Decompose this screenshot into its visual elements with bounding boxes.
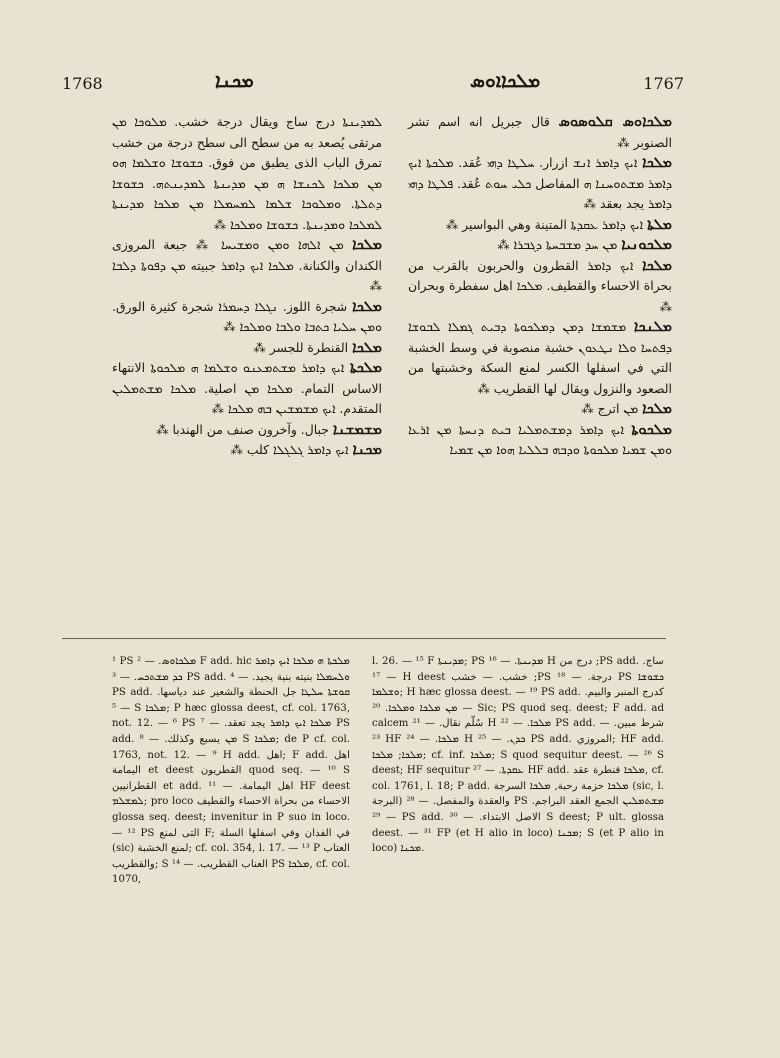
left-text-column <box>112 112 382 461</box>
footnote-divider <box>62 638 666 639</box>
dictionary-entry <box>112 235 382 297</box>
dictionary-entry <box>408 215 672 236</box>
entry-text: قال جبريل انه اسم تشر الصنوبر ⁂ <box>408 114 672 150</box>
dictionary-entry <box>112 358 382 420</box>
entry-text: ܐܝܟ ܕܐܡܪ ܥܩܕܬܐ المتينة وهي البواسير ⁂ <box>445 216 644 232</box>
footnote: ³ PS add. ܘܠܚܡܠܐ بنيته بنية يجيد. — ⁴ PS add. ܩܘܫܬܐ ܚܠܛܐ جل الحنطة والشعير عند دياسها. — <box>112 671 351 714</box>
entry-lemma: ܡܠܟܘܬܐ <box>631 421 672 438</box>
entry-text: ܐܝܟ ܕܐܡܪ القطرون والحربون بالقرب من بحراة الاحساء والقطيف. ܡܠܟܐ اهل سفطرة وبحران ⁂ <box>408 257 672 314</box>
dictionary-entry <box>408 112 672 153</box>
footnote: l. 26. — ¹⁵ F ܡܕܝܢܬܐ; PS ܡܕܝܢܬܐ. — ¹⁶ H درج من ;PS add. ساج. — ¹⁷ H deest خشب. — خشب ;PS درجة. — ¹⁸ PS ܟܫܘܫܐ ܘܫܠܡܐ; H hæc glossa deest. — ¹⁹ PS add. كدرج المنبر والبيم. — ܡܢ ܡܠܟܐ ܘܡܠܟܐ. <box>372 656 664 714</box>
dictionary-entry <box>112 297 382 338</box>
dictionary-entry <box>408 235 672 256</box>
entry-lemma: ܡܠܟܐ <box>642 257 672 274</box>
footnote: ¹ PS ܡܠܟܐܘܣ. — ² F add. hic ܡܠܟܬܐ ܗ ܡܠܟܐ ܐܝܟ ܕܐܡܪ ܟܕ ܡܫܬܟܚ. — <box>112 656 350 683</box>
page-number-right: 1767 <box>643 74 684 93</box>
entry-text: ܐܝܟ ܕܐܡܪ ܕܡܫܬܡܠܝܐ ܒܝܬ ܕܢܚܬܐ ܡܢ ܐܪܥܐ ܘܡܢ ܫܡܝܐ ܡܠܟܘܬܐ ܘܕܒܗ ܒܠܠܝܐ ܗܘܐ ܡܢ ܫܡܝܐ <box>408 421 672 457</box>
entry-text: شجرة اللوز. ܢܓܠܐ ܕܚܡܪܐ شجرة كثيرة الورق. ܘܡܢ ܚܠܝܐ ܟܬܒܐ ܘܠܒܐ ܘܡܠܟܐ ⁂ <box>112 298 382 334</box>
entry-lemma: ܡܟܢܐ <box>352 442 382 458</box>
entry-lemma: ܡܠܢܟܐ <box>633 319 672 335</box>
entry-lemma: ܡܠܟܐ <box>642 155 672 171</box>
dictionary-entry <box>408 256 672 318</box>
footnote: ܡܠܟܐ; cf. inf. ܡܠܟܐ; S quod sequitur deest. — ²⁶ S deest; HF sequitur ܥܩܕܬܐ. — ²⁷ HF add. ܡܠܟܐ قنطرة عقد, cf. col. 1761, l. 18; P add. ܡܠܟܐ حزمة رحبة, ܡܠܟܐ السرجة (sic, l. البرجة) والعقدة والمفصل. — ²⁸ PS ܡܫܬܡܠܝܢ الجمع العقد البراجم. — ²⁹ PS add. الاصل الابتداء. — ³⁰ S deest; P ult. glossa deest. — ³¹ FP (et H alio in loco) ܡܟܢܐ; S (et P alio in loco) ܡܟܢܐ. <box>372 749 665 855</box>
entry-text: جبال. وآخرون صنف من الهندبا ⁂ <box>156 421 329 437</box>
right-text-column <box>408 112 672 461</box>
footnotes-right <box>372 654 664 857</box>
entry-text: ܡܢ اترج ⁂ <box>581 401 639 416</box>
dictionary-entry <box>112 112 382 235</box>
running-headword-left: ܡܟܢܐ <box>215 70 254 92</box>
entry-lemma: ܡܫܡܫܢܐ <box>332 421 382 438</box>
page-number-left: 1768 <box>62 74 103 93</box>
footnote: quod seq. — ¹⁰ S القطرانيين et add. اهل اليمامة. — ¹¹ HF deest ܠܡܫܠܡ; pro loco الاحساء من بحراة الاحساء والقطيف glossa seq. deest; invenitur in P suo in loco. — ¹² PS التى لمنع F; في الفدان وفي اسفلها السلة (sic) لمنع الخشبة; cf. col. 354, l. 17. — ¹³ P العتاب والقطريب; S العناب القطريب. — ¹⁴ PS ܡܠܟܐ, cf. col. 1070, <box>112 765 350 886</box>
dictionary-entry <box>112 338 382 359</box>
dictionary-entry <box>408 317 672 399</box>
dictionary-entry <box>408 420 672 461</box>
footnote: ²⁰ Sic; PS quod seq. deest; F add. ad calcem سُلّم نقال. — ²¹ H ܡܠܟܐ. — ²² PS add. شرط مبين. — ²³ HF ܡܠܟܐ. — ²⁴ H ܟܕܢ. — ²⁵ PS add. المروزي; HF add. ܡܠܟܐ; <box>372 702 665 761</box>
entry-text: ܐܝܟ ܕܐܡܪ ܓܠܓܠܐ كلب ⁂ <box>230 442 349 457</box>
footnotes-left <box>112 654 350 888</box>
entry-lemma: ܡܠܬܐ <box>647 216 672 233</box>
dictionary-entry <box>112 440 382 461</box>
entry-lemma: ܡܠܟܐ <box>352 339 382 356</box>
dictionary-entry <box>408 153 672 215</box>
entry-text: القنطرة للجسر ⁂ <box>253 339 349 355</box>
entry-lemma: ܡܠܟܐܘܣ ܩܠܘܣܘܣ <box>558 114 672 130</box>
entry-text: ܠܡܕܝܢܬܐ درج ساج ويقال درجة خشب. ܡܠܘܟܐ ܡܢ مرتقى يُصعد به من سطح الى سطح درجة من خشب تمرق الباب الذى يطبق من فوق. ܟܫܘܫܐ ܘܫܠܡܐ ܗܘ ܡܢ ܡܠܟܐ ܠܟܢܫܐ ܗ ܡܢ ܡܕܝܢܬܐ ܠܡܕܝܢܬܗ. ܟܫܘܫܐ ܕܬܠܬܐ. ܘܡܠܘܟܐ ܫܠܡܐ ܠܡܚܡܠܐ ܡܢ ܡܠܟܐ ܡܕܝܢܬܐ ܠܡܠܟܐ ܘܡܕܝܢܬܐ. ܟܫܘܫܐ ܘܡܠܟܐ ⁂ <box>112 114 382 232</box>
entry-lemma: ܡܠܟܐ <box>352 237 382 253</box>
entry-text: ܡܢ ܚܕ ܡܫܒܚܬܐ ܕܓܒܪܐ ⁂ <box>497 237 618 252</box>
entry-lemma: ܡܠܟܐ <box>352 298 382 315</box>
entry-lemma: ܡܠܟܬܐ <box>349 360 382 376</box>
dictionary-entry <box>408 399 672 420</box>
entry-lemma: ܡܠܟܘܢܝܐ <box>621 237 672 253</box>
dictionary-entry <box>112 420 382 441</box>
running-headword-right: ܡܠܟܐܐܘܣ <box>470 70 541 92</box>
entry-text: ܐܝܟ ܕܐܡܪ ܐܢܫ ازرار. ܚܠܛܐ ܕܗܝ عُقد. ܡܠܟܬܐ ܐܝܟ ܕܐܡܪ ܡܫܬܘܚܢܐ ܗ المفاصل ܟܠܝ ܚܘܬ عُقد. ܦܠܛܐ ܕܗܝ ܕܐܡܪ يجد بعقد ⁂ <box>408 155 672 211</box>
footnote: ⁵ S ܡܠܟܐ; P hæc glossa deest, cf. col. 1763, not. 12. — ⁶ PS ܡܠܟܐ ܐܝܟ ܕܐܡܪ يجد تعقد. — ⁷ PS add. ܡܢ يسبع وكذلك. — ⁸ S ܡܠܟܐ; de P cf. col. 1763, not. 12. — ⁹ H add. اهل; F add. اهل اليمامة et deest القطريون <box>112 702 351 777</box>
entry-text: ܡܢ ܐܠܗܐ ܘܡܢ ܘܡܫܝܚܐ ⁂ جبعة المروزى الكندان والكنانة. ܡܠܟܐ ܐܝܟ ܕܐܡܪ جبيته ܡܢ ܕܦܘܬܐ ܕܠܒܐ ⁂ <box>112 237 382 293</box>
entry-lemma: ܡܠܟܐ <box>642 401 672 417</box>
entry-text: ܐܝܟ ܕܐܡܪ ܡܫܬܡܥܢܘ ܘܫܠܡܐ ܗ ܡܠܟܘܬܐ الانتهاء الاساس التمام. ܡܠܟܐ ܡܢ اصلية. ܡܠܟܐ ܡܫܬܡܠܝܢ المتقدم. ܐܝܟ ܡܫܡܫܝܢ ܒܗ ܡܠܟܐ ⁂ <box>112 360 382 416</box>
entry-text: ܡܫܡܫܐ ܕܡܢ ܕܡܠܟܘܬܐ ܕܒܝܬ ܓܡܠܐ ܠܒܘܫܐ ܕܦܬܚܐ ܘܠܐ ܢܛܥܘܢ خشبة منصوبة في وسط الخشبة التي في اسفلها الكسر لمنع السكة وخشبتها من الصعود والنزول ويقال لها القطريب ⁂ <box>408 319 672 396</box>
